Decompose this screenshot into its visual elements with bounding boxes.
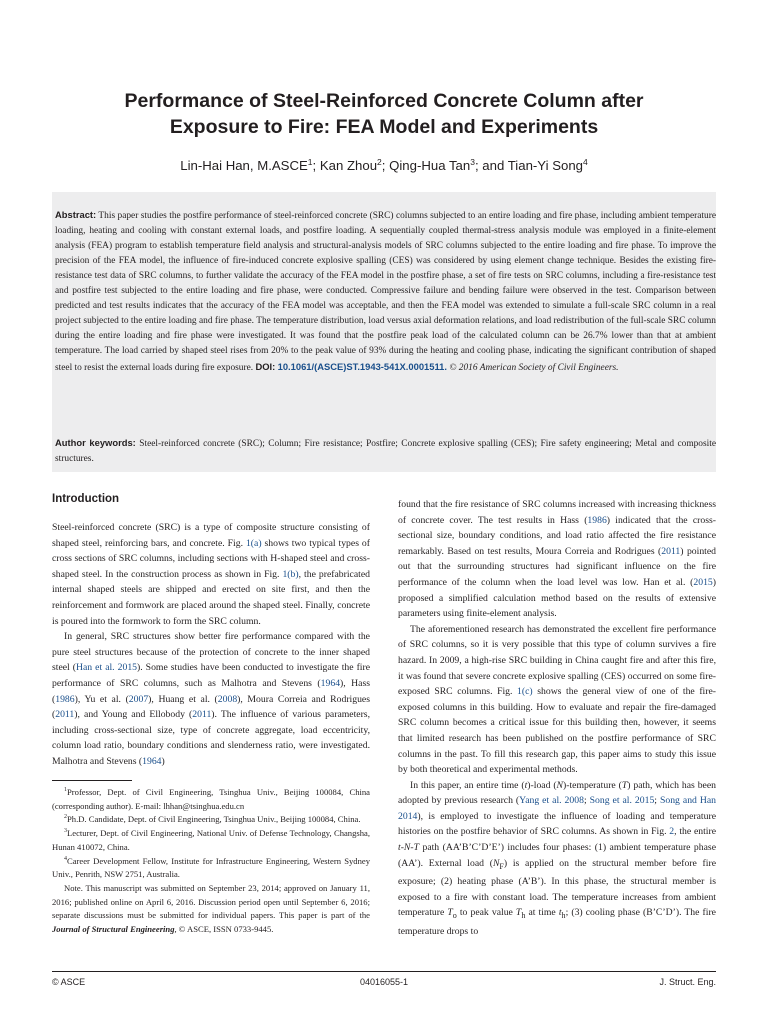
author-name: Tian-Yi Song xyxy=(507,158,583,173)
reference-link[interactable]: 1986 xyxy=(587,514,607,526)
text-run: Steel-reinforced concrete (SRC) is a type of composite structure consisting of shaped steel, reinforcing bars, and concrete. Fig. xyxy=(52,522,370,549)
doi-link[interactable]: 10.1061/(ASCE)ST.1943-541X.0001511. xyxy=(277,361,447,372)
right-paragraph-3 xyxy=(398,778,716,940)
text-run: ) proposed a simplified calculation method based on the results of extensive parameters using finite-element analysis. xyxy=(398,576,716,620)
journal-name: Journal of Structural Engineering xyxy=(52,924,175,935)
text-run: ), and Young and Ellobody ( xyxy=(74,709,193,721)
footnote-text: Professor, Dept. of Civil Engineering, Tsinghua Univ., Beijing 100084, China (corresponding author). E-mail: lhhan@tsinghua.edu.cn xyxy=(52,787,370,811)
text-run: to peak value xyxy=(456,907,516,919)
section-heading-introduction: Introduction xyxy=(52,493,120,505)
keywords-lead: Author keywords: xyxy=(55,437,136,448)
reference-link[interactable]: 1964 xyxy=(320,677,341,689)
reference-link[interactable]: 1(b) xyxy=(282,568,299,580)
footer-divider xyxy=(52,971,716,972)
doi-label: DOI: xyxy=(255,361,276,372)
text-run: ), Huang et al. ( xyxy=(148,693,218,705)
page-number: 04016055-1 xyxy=(359,977,409,987)
reference-link[interactable]: Song et al. 2015 xyxy=(589,795,655,807)
subscript: F xyxy=(499,861,504,871)
reference-link[interactable]: 1964 xyxy=(142,755,162,767)
text-run: shows two typical types of cross sections of SRC columns, including sections with H-shaped steel and cross-shaped steel. In the construction process as shown in Fig. xyxy=(52,537,370,580)
reference-link[interactable]: 2015 xyxy=(693,576,713,588)
text-run: ; xyxy=(583,795,590,807)
author-separator: ; and xyxy=(474,158,508,173)
reference-link[interactable]: 1(c) xyxy=(517,686,533,698)
author-affiliation-marker: 2 xyxy=(377,157,382,167)
intro-paragraph-2 xyxy=(52,629,370,769)
reference-link[interactable]: 2011 xyxy=(55,709,75,721)
reference-link[interactable]: 2 xyxy=(669,826,675,838)
text-run: found that the fire resistance of SRC columns increased with increasing thickness of concrete cover. The test results in Hass ( xyxy=(398,499,716,526)
paper-title xyxy=(40,88,728,140)
author-separator: ; xyxy=(312,158,320,173)
footnote-divider xyxy=(52,780,132,781)
right-paragraph-1 xyxy=(398,497,716,622)
abstract-copyright: © 2016 American Society of Civil Engineers. xyxy=(449,363,619,373)
text-run: shows the general view of one of the fire-exposed columns in this building. How to evaluate and repair the fire-damaged SRC column becomes a critical issue for this building then, however, it seems that limited research has been published on the postfire performance of SRC columns in the past. To fill this research gap, this paper aims to study this issue by both theoretical and experimental methods. xyxy=(398,686,716,776)
reference-link[interactable]: Yang et al. 2008 xyxy=(519,795,584,807)
footnotes xyxy=(52,786,370,937)
affiliation-footnote xyxy=(52,827,370,854)
text-run: ) pointed out that the surrounding structures had significant influence on the fire performance of the column when the load level was low. Han et al. ( xyxy=(398,545,716,588)
title-line-2: Exposure to Fire: FEA Model and Experiments xyxy=(169,116,599,138)
reference-link[interactable]: 2008 xyxy=(217,693,238,705)
text-run: In general, SRC structures show better fire performance compared with the pure steel structures because of the protection of concrete to the inner shaped steel ( xyxy=(52,631,370,674)
italic-symbol: N xyxy=(556,779,564,791)
journal-abbrev: J. Struct. Eng. xyxy=(659,977,716,987)
note-tail: , © ASCE, ISSN 0733-9445. xyxy=(174,924,274,935)
subscript: h xyxy=(561,911,566,921)
author-keywords xyxy=(55,435,716,467)
text-run: )-temperature ( xyxy=(563,779,622,791)
text-run: In this paper, an entire time ( xyxy=(410,779,525,791)
footnote-text: Lecturer, Dept. of Civil Engineering, National Univ. of Defense Technology, Changsha, Hunan 410072, China. xyxy=(52,828,370,852)
affiliation-footnote xyxy=(52,855,370,882)
text-run: , the prefabricated internal shaped steels are shipped and erected on site first, and then the reinforcement and formwork are placed around the shaped steel. Finally, concrete is poured into the formwork to form the SRC column. xyxy=(52,568,370,627)
abstract-lead: Abstract: xyxy=(55,209,97,220)
text-run: ) indicated that the cross-sectional size, boundary conditions, and load ratio affected the fire resistance remarkably. Based on test results, Moura Correia and Rodrigues ( xyxy=(398,514,716,557)
abstract-text: This paper studies the postfire performance of steel-reinforced concrete (SRC) columns subjected to an entire loading and fire phase, including ambient temperature loading, heating and cooling with constant external loads, and postfire loading. A sequentially coupled thermal-stress analysis module was employed in a finite-element analysis (FEA) program to establish temperature field analysis and structural-analysis models of SRC columns subjected to the entire loading and fire phase. To improve the precision of the FEA model, the influence of fire-induced concrete explosive spalling (CES) was considered by using element change technique. Besides the existing fire-resistance test data of SRC columns, to further validate the accuracy of the FEA model in the postfire phase, a set of fire tests on SRC columns, including a fire-resistance test and postfire test subjected to the entire loading and fire phase, were conducted. Compressive failure and bending failure were observed in the test. Comparison between predicted and test results indicates that the accuracy of the FEA model was acceptable, and then the FEA model was extended to simulate a full-scale SRC column in a real project subjected to the entire loading and fire phase. The temperature distribution, load versus axial deformation relations, and load redistribution of the full-scale SRC column during the entire loading and fire phase were investigated. It was found that the postfire peak load of the calculated column can be 26.7% lower than that at ambient temperature. The load carried by shaped steel rises from 20% to the peak value of 93% during the heating and cooling phase, indicating the significant contribution of shaped steel to resist the external loads during fire exposure. xyxy=(55,211,716,373)
subscript: h xyxy=(521,911,526,921)
affiliation-footnote xyxy=(52,786,370,813)
footnote-marker: 3 xyxy=(64,828,67,835)
reference-link[interactable]: Song and Han 2014 xyxy=(398,795,717,822)
footnote-text: Career Development Fellow, Institute for Infrastructure Engineering, Western Sydney Univ., Penrith, NSW 2751, Australia. xyxy=(52,855,370,880)
reference-link[interactable]: 1(a) xyxy=(245,537,262,549)
text-run: at time xyxy=(525,907,559,919)
italic-symbol: T xyxy=(447,907,453,919)
intro-paragraph-1 xyxy=(52,520,370,629)
author-name: Lin-Hai Han, M.ASCE xyxy=(180,158,308,173)
author-list xyxy=(40,158,728,173)
text-run: ), Yu et al. ( xyxy=(74,693,129,705)
left-column xyxy=(52,491,370,770)
footer-copyright: © ASCE xyxy=(52,977,86,987)
author-affiliation-marker: 1 xyxy=(307,157,313,167)
italic-symbol: T xyxy=(515,907,522,919)
right-paragraph-2 xyxy=(398,622,716,778)
footnote-marker: 1 xyxy=(64,787,67,793)
text-run: ), Moura Correia and Rodrigues ( xyxy=(52,693,370,721)
author-name: Qing-Hua Tan xyxy=(389,158,471,173)
keywords-text: Steel-reinforced concrete (SRC); Column; Fire resistance; Postfire; Concrete explosive spalling (CES); Fire safety engineering; Metal and composite structures. xyxy=(55,439,717,464)
text-run: ) path, which has been adopted by previous research ( xyxy=(398,779,716,807)
reference-link[interactable]: 2011 xyxy=(661,545,681,557)
manuscript-note xyxy=(52,882,370,937)
affiliation-footnote xyxy=(52,813,370,827)
reference-link[interactable]: 1986 xyxy=(55,693,75,705)
text-run: The aforementioned research has demonstrated the excellent fire performance of SRC columns, so it is very possible that this type of column survives a fire hazard. In 2009, a high-rise SRC building in China caught fire and after this fire, it was found that severe concrete explosive spalling (CES) occurred on some fire-exposed SRC columns. Fig. xyxy=(398,623,716,698)
italic-symbol: t xyxy=(558,907,562,919)
footnote-marker: 2 xyxy=(64,814,67,821)
author-affiliation-marker: 3 xyxy=(470,157,475,167)
text-run: ). Some studies have been conducted to investigate the fire performance of SRC columns, such as Malhotra and Stevens ( xyxy=(52,662,371,689)
subscript: o xyxy=(452,911,457,921)
affiliation-footnotes xyxy=(52,786,370,882)
italic-symbol: t-N-T xyxy=(398,842,419,854)
author-name: Kan Zhou xyxy=(319,158,378,173)
text-run: ) is applied on the structural member before fire exposure; (2) heating phase (A’B’). In this phase, the structural member is exposed to a fire with constant load. The temperature increases from ambient temperature xyxy=(398,857,716,919)
reference-link[interactable]: 2011 xyxy=(192,709,212,721)
note-text: Note. This manuscript was submitted on September 23, 2014; approved on January 11, 2016; published online on April 6, 2016. Discussion period open until September 6, 2016; separate discussions must be submitted for individual papers. This paper is part of the xyxy=(52,882,370,921)
italic-symbol: t xyxy=(524,779,528,791)
text-run: ), is employed to investigate the influence of loading and temperature histories on the postfire behavior of SRC columns. As shown in Fig. xyxy=(398,810,716,838)
text-run: ; xyxy=(654,795,660,807)
italic-symbol: T xyxy=(621,779,628,791)
text-run: ) xyxy=(161,755,165,767)
text-run: ), Hass ( xyxy=(52,677,371,705)
abstract xyxy=(55,207,716,376)
text-run: ; (3) cooling phase (B’C’D’). The fire temperature drops to xyxy=(398,907,716,937)
author-separator: ; xyxy=(381,158,390,173)
footnote-marker: 4 xyxy=(64,855,67,862)
title-line-1: Performance of Steel-Reinforced Concrete Column after xyxy=(124,90,644,112)
text-run: ). The influence of various parameters, including cross-sectional size, type of concrete aggregate, load eccentricity, column load ratio, boundary conditions and slenderness ratio, were investigated. Malhotra and Stevens ( xyxy=(52,709,370,767)
text-run: )-load ( xyxy=(527,779,557,791)
text-run: path (AA’B’C’D’E’) includes four phases: (1) ambient temperature phase (AA’). External load ( xyxy=(398,842,716,869)
right-column xyxy=(398,497,716,940)
reference-link[interactable]: Han et al. 2015 xyxy=(76,662,138,674)
text-run: , the entire xyxy=(674,826,717,838)
reference-link[interactable]: 2007 xyxy=(128,693,149,705)
footnote-text: Ph.D. Candidate, Dept. of Civil Engineering, Tsinghua Univ., Beijing 100084, China. xyxy=(67,814,361,825)
italic-symbol: N xyxy=(492,857,500,869)
author-affiliation-marker: 4 xyxy=(583,157,588,167)
